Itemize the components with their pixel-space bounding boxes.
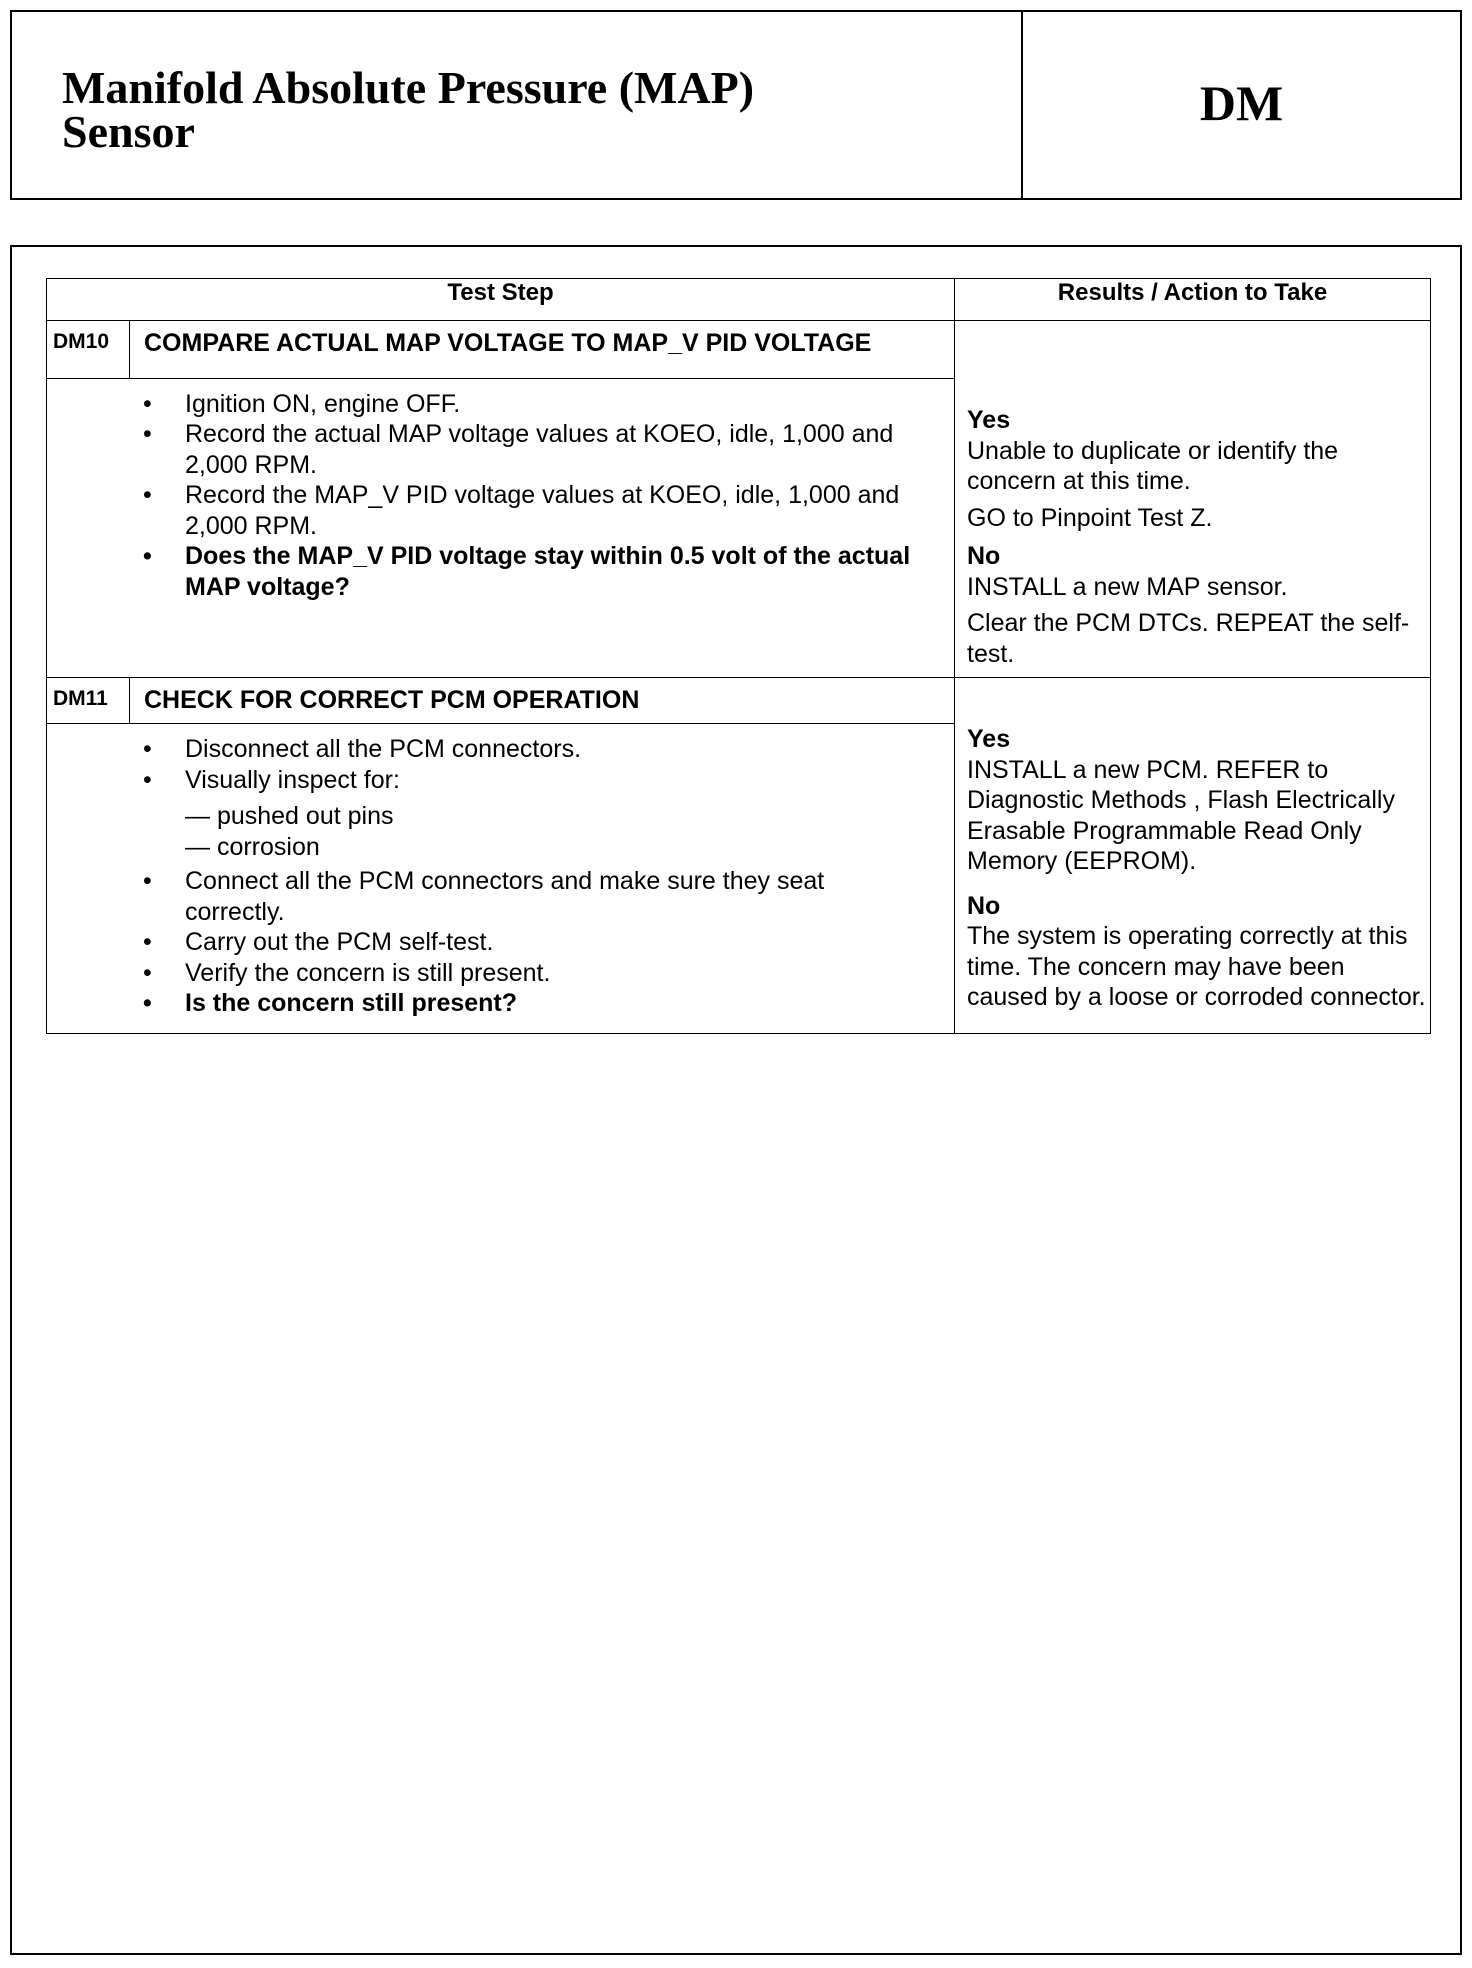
sub-item: — pushed out pins	[185, 802, 394, 830]
list-item-text: Visually inspect for:	[185, 765, 400, 794]
column-header-test-step: Test Step	[47, 279, 955, 321]
table-header-row	[47, 279, 1431, 321]
page-title-line-2: Sensor	[62, 106, 195, 157]
result-yes-action: GO to Pinpoint Test Z.	[967, 503, 1213, 532]
list-item: • Verify the concern is still present.	[143, 958, 924, 989]
result-yes-label: Yes	[967, 406, 1011, 434]
result-yes-text: INSTALL a new PCM. REFER to Diagnostic Methods , Flash Electrically Erasable Programmable Read Only Memory (EEPROM).	[967, 755, 1395, 875]
page-title-line-1: Manifold Absolute Pressure (MAP)	[62, 62, 755, 113]
step-id: DM11	[47, 678, 130, 724]
list-item: • Carry out the PCM self-test.	[143, 927, 924, 958]
result-no-text: The system is operating correctly at this time. The concern may have been caused by a loose or corroded connector.	[967, 922, 1426, 1011]
result-yes-label: Yes	[967, 725, 1011, 753]
test-step-table	[46, 278, 1431, 1034]
list-item	[143, 765, 924, 863]
sub-item: — corrosion	[185, 832, 320, 861]
list-item: • Connect all the PCM connectors and make sure they seat correctly.	[143, 866, 924, 927]
step-title-row	[47, 321, 1431, 379]
column-header-results: Results / Action to Take	[955, 279, 1431, 321]
list-item-question: • Is the concern still present?	[143, 988, 924, 1019]
list-item: • Record the MAP_V PID voltage values at KOEO, idle, 1,000 and 2,000 RPM.	[143, 480, 924, 541]
instruction-list	[143, 389, 924, 603]
instruction-list	[143, 734, 924, 1019]
step-instructions	[47, 724, 955, 1034]
step-title: COMPARE ACTUAL MAP VOLTAGE TO MAP_V PID VOLTAGE	[130, 321, 955, 379]
section-code: DM	[1199, 75, 1284, 131]
step-id: DM10	[47, 321, 130, 379]
list-item: • Record the actual MAP voltage values at KOEO, idle, 1,000 and 2,000 RPM.	[143, 419, 924, 480]
result-no-action: Clear the PCM DTCs. REPEAT the self-test.	[967, 609, 1410, 668]
result-yes-text: Unable to duplicate or identify the concern at this time.	[967, 436, 1339, 495]
sub-list	[185, 801, 924, 862]
step-title-row	[47, 678, 1431, 724]
result-no-text: INSTALL a new MAP sensor.	[967, 572, 1288, 601]
step-results	[955, 678, 1431, 1034]
list-item: • Disconnect all the PCM connectors.	[143, 734, 924, 765]
content-frame	[10, 245, 1462, 1955]
list-item-question: • Does the MAP_V PID voltage stay within 0.5 volt of the actual MAP voltage?	[143, 541, 924, 602]
list-item: • Ignition ON, engine OFF.	[143, 389, 924, 420]
page-header	[10, 10, 1462, 200]
step-results	[955, 321, 1431, 678]
result-no-label: No	[967, 891, 1001, 920]
page-title	[12, 12, 1023, 198]
result-no-label: No	[967, 542, 1001, 570]
step-title: CHECK FOR CORRECT PCM OPERATION	[130, 678, 955, 724]
step-instructions	[47, 378, 955, 677]
